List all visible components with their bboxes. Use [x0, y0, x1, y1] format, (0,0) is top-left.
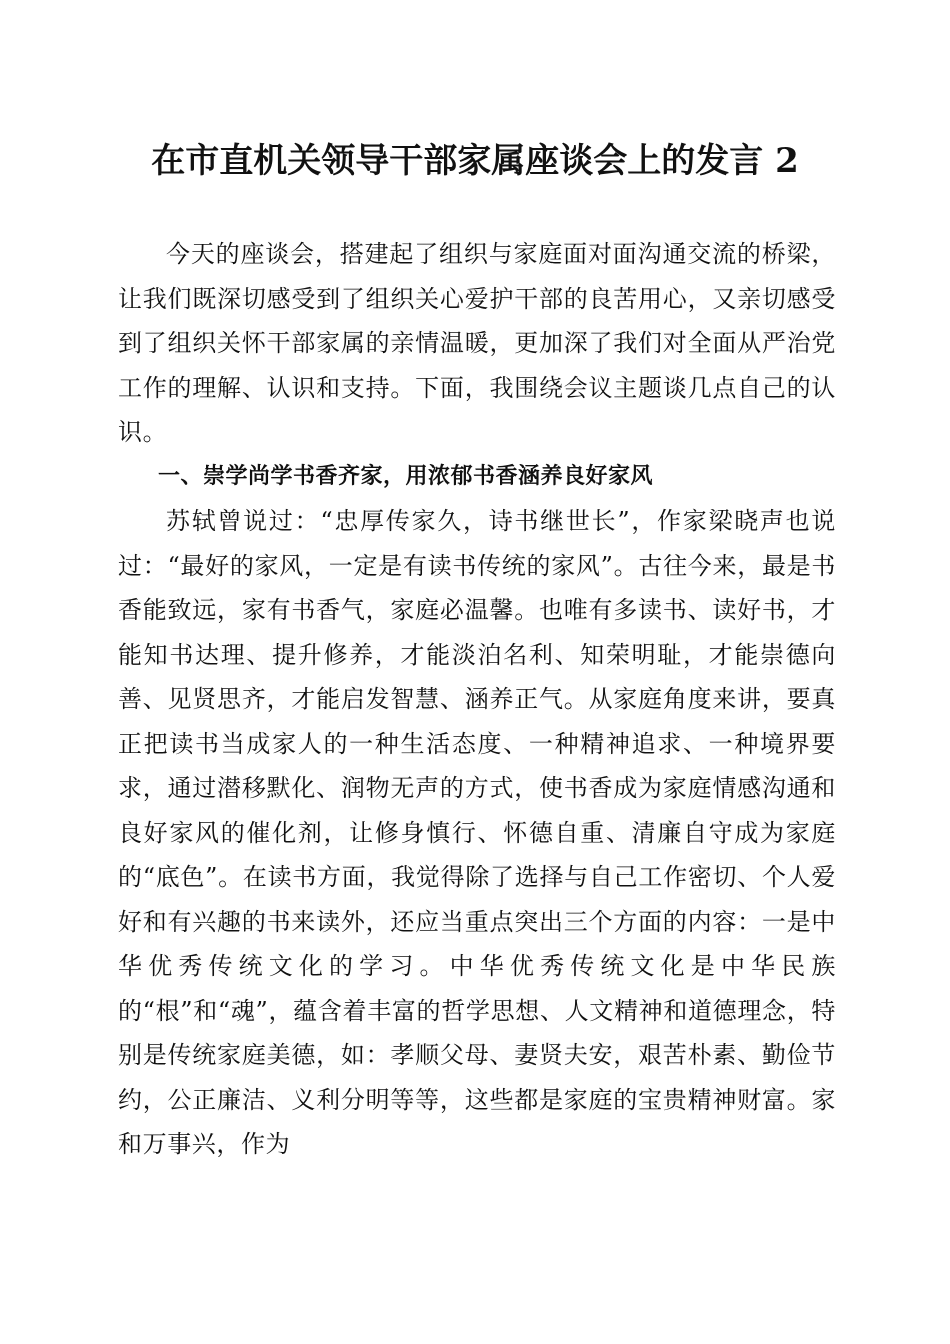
intro-paragraph: 今天的座谈会，搭建起了组织与家庭面对面沟通交流的桥梁，让我们既深切感受到了组织关心爱护干部的良苦用心，又亲切感受到了组织关怀干部家属的亲情温暖，更加深了我们对全面从严治党工作的理解、认识和支持。下面，我围绕会议主题谈几点自己的认识。: [118, 240, 836, 446]
document-title: 在市直机关领导干部家属座谈会上的发言 2: [151, 141, 799, 181]
document-body: [118, 232, 836, 1167]
section-heading: 一、崇学尚学书香齐家，用浓郁书香涵养良好家风: [158, 463, 654, 489]
section-paragraph: 苏轼曾说过：“忠厚传家久，诗书继世长”，作家梁晓声也说过：“最好的家风，一定是有读书传统的家风”。古往今来，最是书香能致远，家有书香气，家庭必温馨。也唯有多读书、读好书，才能知书达理、提升修养，才能淡泊名利、知荣明耻，才能崇德向善、见贤思齐，才能启发智慧、涵养正气。从家庭角度来讲，要真正把读书当成家人的一种生活态度、一种精神追求、一种境界要求，通过潜移默化、润物无声的方式，使书香成为家庭情感沟通和良好家风的催化剂，让修身慎行、怀德自重、清廉自守成为家庭的“底色”。在读书方面，我觉得除了选择与自己工作密切、个人爱好和有兴趣的书来读外，还应当重点突出三个方面的内容：一是中华优秀传统文化的学习。中华优秀传统文化是中华民族的“根”和“魂”，蕴含着丰富的哲学思想、人文精神和道德理念，特别是传统家庭美德，如：孝顺父母、妻贤夫安，艰苦朴素、勤俭节约，公正廉洁、义利分明等等，这些都是家庭的宝贵精神财富。家和万事兴，作为: [118, 507, 836, 1158]
